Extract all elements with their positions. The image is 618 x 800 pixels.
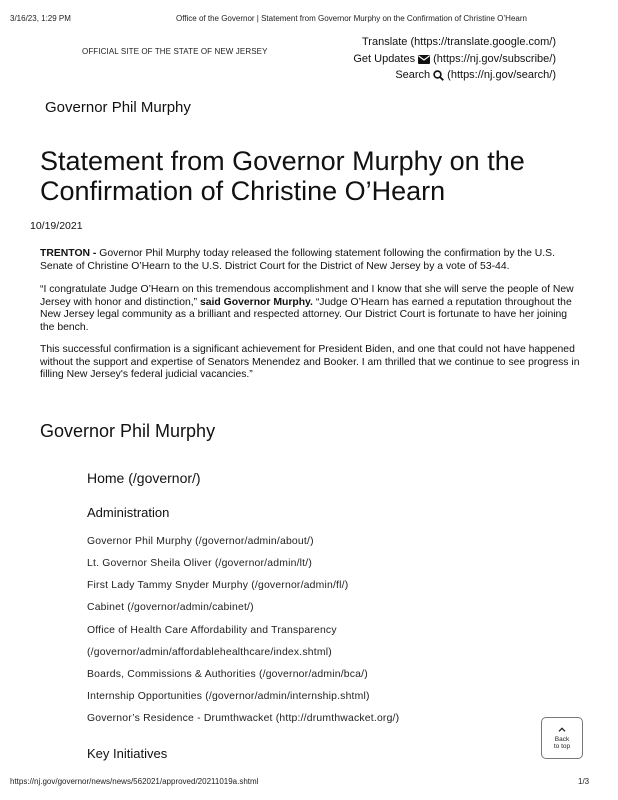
envelope-icon bbox=[418, 55, 430, 64]
dateline: TRENTON - bbox=[40, 248, 97, 259]
back-to-top-button[interactable] bbox=[541, 717, 583, 759]
translate-link[interactable] bbox=[362, 36, 556, 48]
nav-item-boards[interactable]: Boards, Commissions & Authorities (/governor/admin/bca/) bbox=[87, 669, 368, 680]
article-date: 10/19/2021 bbox=[30, 220, 83, 232]
paragraph-1-text: Governor Phil Murphy today released the following statement following the confirmation by the U.S. Senate of Christine O’Hearn to the U.S. District Court for the District of New Jersey by a vote of 53-44. bbox=[40, 248, 555, 272]
nav-item-internships[interactable]: Internship Opportunities (/governor/admin/internship.shtml) bbox=[87, 691, 370, 702]
article-paragraph-2 bbox=[40, 284, 580, 334]
search-label: Search bbox=[395, 69, 431, 81]
article-paragraph-3: This successful confirmation is a significant achievement for President Biden, and one that could not have happened without the support and expertise of Senators Menendez and Booker. I am thrilled that we continue to see progress in filling New Jersey's federal judicial vacancies.” bbox=[40, 344, 580, 381]
search-icon bbox=[433, 70, 444, 81]
nav-item-cabinet[interactable]: Cabinet (/governor/admin/cabinet/) bbox=[87, 602, 254, 613]
get-updates-url: (https://nj.gov/subscribe/) bbox=[433, 53, 556, 65]
nav-administration-heading[interactable]: Administration bbox=[87, 505, 170, 520]
get-updates-link[interactable] bbox=[353, 53, 556, 65]
print-page-number: 1/3 bbox=[578, 777, 590, 786]
attribution: said Governor Murphy. bbox=[197, 296, 313, 308]
search-url: (https://nj.gov/search/) bbox=[447, 69, 556, 81]
nav-home-link[interactable]: Home (/governor/) bbox=[87, 470, 201, 486]
brand-name[interactable]: Governor Phil Murphy bbox=[45, 99, 191, 116]
nav-item-lt-governor[interactable]: Lt. Governor Sheila Oliver (/governor/admin/lt/) bbox=[87, 558, 313, 569]
nav-item-residence[interactable]: Governor’s Residence - Drumthwacket (http://drumthwacket.org/) bbox=[87, 713, 400, 724]
nav-item-health-care-office-url[interactable]: (/governor/admin/affordablehealthcare/index.shtml) bbox=[87, 647, 332, 658]
chevron-up-icon bbox=[558, 727, 566, 736]
page-title: Statement from Governor Murphy on the Confirmation of Christine O’Hearn bbox=[40, 146, 525, 206]
print-footer-url: https://nj.gov/governor/news/news/562021/approved/20211019a.shtml bbox=[10, 777, 259, 786]
quote-part-a: “I congratulate Judge O’Hearn on this tremendous accomplishment and I know that she will serve the people of New Jersey with honor and distinction,” bbox=[40, 284, 574, 308]
back-to-top-line2: to top bbox=[553, 742, 571, 750]
search-link[interactable] bbox=[395, 69, 556, 81]
print-datetime: 3/16/23, 1:29 PM bbox=[10, 14, 71, 23]
nav-key-initiatives-heading[interactable]: Key Initiatives bbox=[87, 746, 168, 761]
get-updates-label: Get Updates bbox=[353, 53, 416, 65]
official-site-label: OFFICIAL SITE OF THE STATE OF NEW JERSEY bbox=[82, 47, 268, 56]
translate-link-label: Translate (https://translate.google.com/) bbox=[361, 36, 556, 48]
print-doc-title: Office of the Governor | Statement from Governor Murphy on the Confirmation of Christine O’Hearn bbox=[176, 14, 527, 23]
nav-item-first-lady[interactable]: First Lady Tammy Snyder Murphy (/governor/admin/fl/) bbox=[87, 580, 349, 591]
article-paragraph-1 bbox=[40, 248, 580, 273]
quote-part-b: “Judge O’Hearn has earned a reputation throughout the New Jersey legal community as a brilliant and respected attorney. Our District Court is fortunate to have her joining the bench. bbox=[40, 296, 572, 333]
nav-item-health-care-office[interactable]: Office of Health Care Affordability and Transparency bbox=[87, 625, 337, 636]
nav-item-governor[interactable]: Governor Phil Murphy (/governor/admin/about/) bbox=[87, 536, 314, 547]
footer-section-title: Governor Phil Murphy bbox=[40, 421, 216, 441]
back-to-top-line1: Back bbox=[554, 735, 570, 743]
